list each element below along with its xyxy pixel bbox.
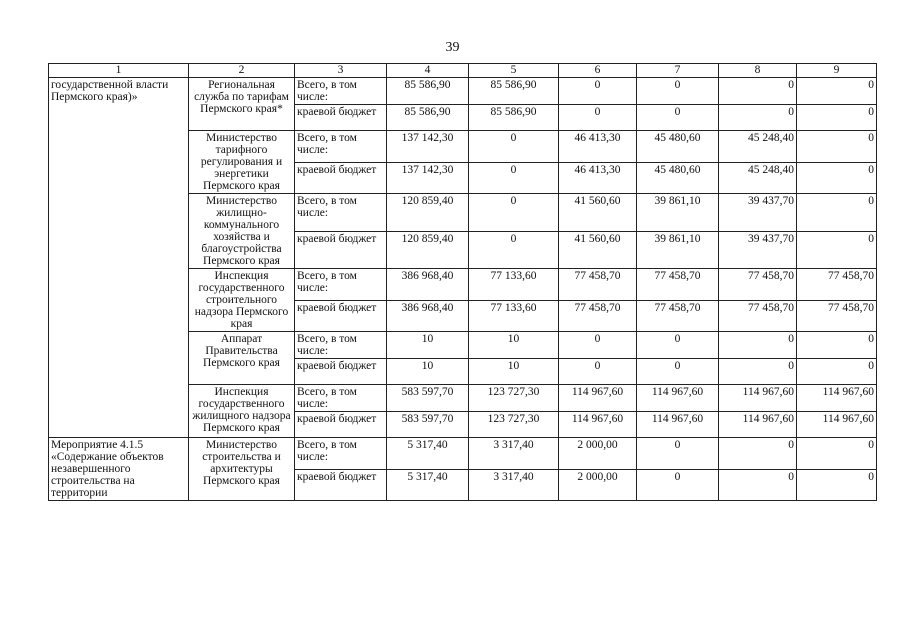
amount-cell: 0 — [719, 332, 797, 359]
amount-cell: 77 458,70 — [559, 269, 637, 301]
amount-cell: 77 458,70 — [637, 301, 719, 332]
amount-cell: 0 — [797, 438, 877, 470]
amount-cell: 0 — [637, 359, 719, 385]
table-row — [49, 438, 877, 470]
table-row — [49, 78, 877, 105]
amount-cell: 85 586,90 — [387, 105, 469, 131]
amount-cell: 3 317,40 — [469, 470, 559, 501]
amount-cell: 114 967,60 — [559, 385, 637, 412]
amount-cell: 0 — [719, 78, 797, 105]
amount-cell: 2 000,00 — [559, 438, 637, 470]
amount-cell: 114 967,60 — [797, 412, 877, 438]
amount-cell: 45 248,40 — [719, 131, 797, 163]
executor-cell: Инспекция государственного строительного надзора Пермского края — [189, 269, 295, 332]
funding-source-cell: Всего, в том числе: — [295, 332, 387, 359]
amount-cell: 0 — [637, 105, 719, 131]
amount-cell: 5 317,40 — [387, 470, 469, 501]
column-header: 1 — [49, 64, 189, 78]
program-cell: Мероприятие 4.1.5 «Содержание объектов незавершенного строительства на территории — [49, 438, 189, 501]
funding-source-cell: краевой бюджет — [295, 105, 387, 131]
amount-cell: 46 413,30 — [559, 163, 637, 194]
amount-cell: 0 — [797, 332, 877, 359]
amount-cell: 0 — [797, 105, 877, 131]
amount-cell: 46 413,30 — [559, 131, 637, 163]
column-header: 7 — [637, 64, 719, 78]
amount-cell: 39 437,70 — [719, 194, 797, 232]
amount-cell: 386 968,40 — [387, 301, 469, 332]
amount-cell: 114 967,60 — [559, 412, 637, 438]
amount-cell: 39 437,70 — [719, 232, 797, 269]
amount-cell: 41 560,60 — [559, 232, 637, 269]
column-header: 2 — [189, 64, 295, 78]
amount-cell: 0 — [637, 438, 719, 470]
executor-cell: Аппарат Правительства Пермского края — [189, 332, 295, 385]
amount-cell: 0 — [559, 332, 637, 359]
amount-cell: 114 967,60 — [637, 412, 719, 438]
amount-cell: 77 458,70 — [559, 301, 637, 332]
column-header: 3 — [295, 64, 387, 78]
amount-cell: 137 142,30 — [387, 131, 469, 163]
amount-cell: 123 727,30 — [469, 412, 559, 438]
amount-cell: 45 248,40 — [719, 163, 797, 194]
column-header: 4 — [387, 64, 469, 78]
amount-cell: 0 — [797, 78, 877, 105]
header-row — [49, 64, 877, 78]
funding-source-cell: краевой бюджет — [295, 470, 387, 501]
program-cell: государственной власти Пермского края)» — [49, 78, 189, 438]
amount-cell: 386 968,40 — [387, 269, 469, 301]
amount-cell: 137 142,30 — [387, 163, 469, 194]
amount-cell: 0 — [719, 105, 797, 131]
amount-cell: 114 967,60 — [637, 385, 719, 412]
amount-cell: 0 — [469, 163, 559, 194]
column-header: 5 — [469, 64, 559, 78]
amount-cell: 45 480,60 — [637, 163, 719, 194]
amount-cell: 0 — [719, 470, 797, 501]
funding-source-cell: Всего, в том числе: — [295, 78, 387, 105]
amount-cell: 85 586,90 — [387, 78, 469, 105]
amount-cell: 77 133,60 — [469, 269, 559, 301]
amount-cell: 10 — [387, 332, 469, 359]
amount-cell: 114 967,60 — [797, 385, 877, 412]
amount-cell: 77 458,70 — [719, 269, 797, 301]
amount-cell: 10 — [469, 359, 559, 385]
amount-cell: 120 859,40 — [387, 194, 469, 232]
funding-source-cell: краевой бюджет — [295, 412, 387, 438]
amount-cell: 0 — [797, 359, 877, 385]
funding-source-cell: Всего, в том числе: — [295, 194, 387, 232]
amount-cell: 85 586,90 — [469, 105, 559, 131]
amount-cell: 114 967,60 — [719, 385, 797, 412]
amount-cell: 583 597,70 — [387, 412, 469, 438]
budget-table — [48, 63, 877, 501]
amount-cell: 0 — [469, 131, 559, 163]
amount-cell: 77 458,70 — [797, 301, 877, 332]
amount-cell: 114 967,60 — [719, 412, 797, 438]
amount-cell: 2 000,00 — [559, 470, 637, 501]
amount-cell: 77 133,60 — [469, 301, 559, 332]
column-header: 8 — [719, 64, 797, 78]
amount-cell: 0 — [797, 163, 877, 194]
amount-cell: 0 — [559, 78, 637, 105]
amount-cell: 0 — [469, 194, 559, 232]
amount-cell: 0 — [797, 194, 877, 232]
executor-cell: Региональная служба по тарифам Пермского края* — [189, 78, 295, 131]
amount-cell: 0 — [559, 105, 637, 131]
amount-cell: 39 861,10 — [637, 232, 719, 269]
amount-cell: 77 458,70 — [719, 301, 797, 332]
funding-source-cell: Всего, в том числе: — [295, 269, 387, 301]
executor-cell: Министерство жилищно-коммунального хозяйства и благоустройства Пермского края — [189, 194, 295, 269]
amount-cell: 77 458,70 — [797, 269, 877, 301]
column-header: 9 — [797, 64, 877, 78]
amount-cell: 0 — [637, 470, 719, 501]
amount-cell: 0 — [797, 131, 877, 163]
amount-cell: 0 — [637, 78, 719, 105]
amount-cell: 77 458,70 — [637, 269, 719, 301]
funding-source-cell: краевой бюджет — [295, 359, 387, 385]
amount-cell: 5 317,40 — [387, 438, 469, 470]
amount-cell: 10 — [469, 332, 559, 359]
amount-cell: 0 — [469, 232, 559, 269]
amount-cell: 0 — [719, 438, 797, 470]
amount-cell: 85 586,90 — [469, 78, 559, 105]
page-number: 39 — [445, 40, 460, 55]
funding-source-cell: Всего, в том числе: — [295, 131, 387, 163]
funding-source-cell: Всего, в том числе: — [295, 385, 387, 412]
column-header: 6 — [559, 64, 637, 78]
amount-cell: 583 597,70 — [387, 385, 469, 412]
funding-source-cell: краевой бюджет — [295, 163, 387, 194]
amount-cell: 39 861,10 — [637, 194, 719, 232]
amount-cell: 0 — [797, 470, 877, 501]
amount-cell: 0 — [559, 359, 637, 385]
amount-cell: 120 859,40 — [387, 232, 469, 269]
executor-cell: Министерство строительства и архитектуры Пермского края — [189, 438, 295, 501]
amount-cell: 0 — [719, 359, 797, 385]
amount-cell: 41 560,60 — [559, 194, 637, 232]
executor-cell: Министерство тарифного регулирования и энергетики Пермского края — [189, 131, 295, 194]
amount-cell: 0 — [797, 232, 877, 269]
amount-cell: 3 317,40 — [469, 438, 559, 470]
funding-source-cell: краевой бюджет — [295, 232, 387, 269]
funding-source-cell: Всего, в том числе: — [295, 438, 387, 470]
amount-cell: 123 727,30 — [469, 385, 559, 412]
executor-cell: Инспекция государственного жилищного надзора Пермского края — [189, 385, 295, 438]
amount-cell: 0 — [637, 332, 719, 359]
funding-source-cell: краевой бюджет — [295, 301, 387, 332]
amount-cell: 10 — [387, 359, 469, 385]
amount-cell: 45 480,60 — [637, 131, 719, 163]
